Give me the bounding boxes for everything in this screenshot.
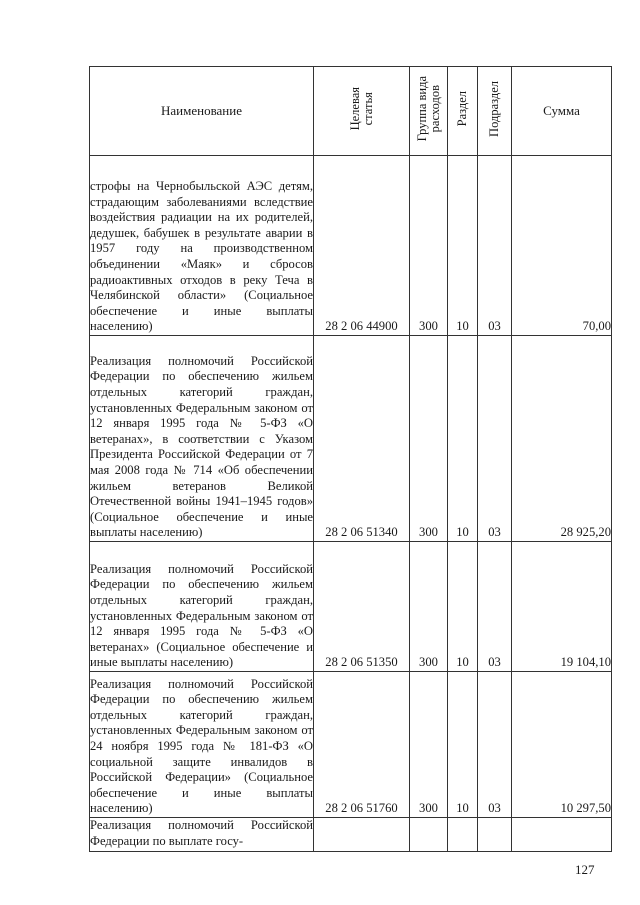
table-header-row [90, 67, 612, 156]
table-row [90, 336, 612, 542]
row-sum: 28 925,20 [512, 336, 612, 542]
row-target: 28 2 06 51340 [314, 336, 410, 542]
row-section: 10 [448, 156, 478, 336]
header-section-label: Раздел [455, 91, 469, 127]
row-section [448, 818, 478, 852]
row-subsection [478, 818, 512, 852]
row-sum: 70,00 [512, 156, 612, 336]
row-name-cell [90, 336, 314, 542]
row-subsection: 03 [478, 542, 512, 672]
row-sum [512, 818, 612, 852]
row-target: 28 2 06 51760 [314, 672, 410, 818]
header-sum [512, 67, 612, 156]
header-section [448, 67, 478, 156]
budget-table [89, 66, 612, 852]
row-name: Реализация полномочий Российской Федерации по обеспечению жильем отдельных категорий граждан, установленных Федеральным законом от 24 ноября 1995 года № 181-ФЗ «О социальной защите инвалидов в Российской Федерации» (Социальное обеспечение и иные выплаты населению) [90, 676, 313, 816]
row-name: строфы на Чернобыльской АЭС детям, страдающим заболеваниями вследствие воздействия радиации на их родителей, дедушек, бабушек в результате аварии в 1957 году на производственном объединении «Маяк» и сбросов радиоактивных отходов в реку Теча в Челябинской области» (Социальное обеспечение и иные выплаты населению) [90, 179, 313, 334]
table-row [90, 818, 612, 852]
page-number: 127 [575, 862, 595, 877]
row-sum: 10 297,50 [512, 672, 612, 818]
row-name: Реализация полномочий Российской Федерации по обеспечению жильем отдельных категорий граждан, установленных Федеральным законом от 12 января 1995 года № 5-ФЗ «О ветеранах» (Социальное обеспечение и иные выплаты населению) [90, 561, 313, 670]
table-row [90, 672, 612, 818]
row-section: 10 [448, 672, 478, 818]
header-name [90, 67, 314, 156]
header-group-label: Группа вида расходов [414, 76, 442, 142]
header-subsection-label: Подраздел [487, 81, 501, 137]
row-group [410, 818, 448, 852]
row-name-cell [90, 672, 314, 818]
header-target-label: Целевая статья [347, 87, 375, 131]
table-row [90, 542, 612, 672]
table-row [90, 156, 612, 336]
row-target [314, 818, 410, 852]
row-subsection: 03 [478, 336, 512, 542]
row-name-cell [90, 156, 314, 336]
row-section: 10 [448, 542, 478, 672]
row-subsection: 03 [478, 672, 512, 818]
row-name-cell [90, 818, 314, 852]
header-name-label: Наименование [161, 103, 242, 118]
row-target: 28 2 06 44900 [314, 156, 410, 336]
row-subsection: 03 [478, 156, 512, 336]
row-section: 10 [448, 336, 478, 542]
row-name: Реализация полномочий Российской Федерации по обеспечению жильем отдельных категорий граждан, установленных Федеральным законом от 12 января 1995 года № 5-ФЗ «О ветеранах», в соответствии с Указом Президента Российской Федерации от 7 мая 2008 года № 714 «Об обеспечении жильем ветеранов Великой Отечественной войны 1941–1945 годов» (Социальное обеспечение и иные выплаты населению) [90, 353, 313, 540]
row-sum: 19 104,10 [512, 542, 612, 672]
row-target: 28 2 06 51350 [314, 542, 410, 672]
header-subsection [478, 67, 512, 156]
row-group: 300 [410, 542, 448, 672]
row-group: 300 [410, 156, 448, 336]
header-group [410, 67, 448, 156]
row-group: 300 [410, 336, 448, 542]
row-name: Реализация полномочий Российской Федерации по выплате госу- [90, 818, 313, 848]
header-sum-label: Сумма [543, 103, 580, 118]
row-group: 300 [410, 672, 448, 818]
header-target [314, 67, 410, 156]
row-name-cell [90, 542, 314, 672]
